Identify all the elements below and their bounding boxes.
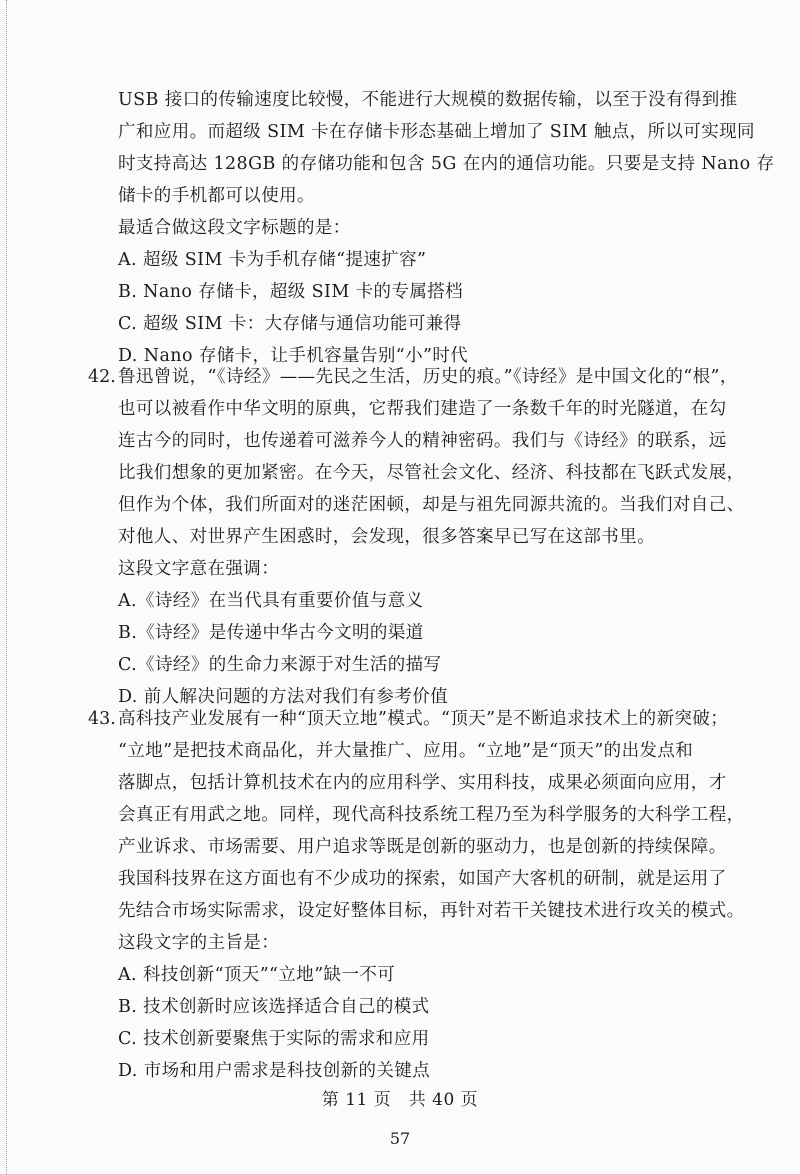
option-d: D. 市场和用户需求是科技创新的关键点: [118, 1061, 431, 1081]
passage-line: 连古今的同时，也传递着可滋养今人的精神密码。我们与《诗经》的联系，远: [118, 431, 727, 451]
page-label: 第 11 页 共 40 页: [321, 1090, 479, 1110]
option-d: D. Nano 存储卡，让手机容量告别“小”时代: [118, 346, 469, 366]
option-c: C. 技术创新要聚焦于实际的需求和应用: [118, 1029, 430, 1049]
option-b: B.《诗经》是传递中华古今文明的渠道: [118, 623, 424, 643]
passage-line: 产业诉求、市场需要、用户追求等既是创新的驱动力，也是创新的持续保障。: [118, 837, 727, 857]
passage-line: 高科技产业发展有一种“顶天立地”模式。“顶天”是不断追求技术上的新突破；: [118, 709, 729, 729]
passage-line: “立地”是把技术商品化，并大量推广、应用。“立地”是“顶天”的出发点和: [118, 741, 694, 761]
option-b: B. Nano 存储卡，超级 SIM 卡的专属搭档: [118, 282, 464, 302]
passage-line: 比我们想象的更加紧密。在今天，尽管社会文化、经济、科技都在飞跃式发展，: [118, 463, 745, 483]
passage-line: 但作为个体，我们所面对的迷茫困顿，却是与祖先同源共流的。当我们对自己、: [118, 495, 745, 515]
question-number: 42.: [88, 367, 116, 387]
question-prompt: 这段文字意在强调：: [118, 559, 280, 579]
option-d: D. 前人解决问题的方法对我们有参考价值: [118, 687, 449, 707]
passage-line: USB 接口的传输速度比较慢，不能进行大规模的数据传输，以至于没有得到推: [118, 90, 738, 110]
passage-line: 对他人、对世界产生困惑时，会发现，很多答案早已写在这部书里。: [118, 527, 655, 547]
question-prompt: 最适合做这段文字标题的是：: [118, 218, 351, 238]
option-c: C.《诗经》的生命力来源于对生活的描写: [118, 655, 442, 675]
option-b: B. 技术创新时应该选择适合自己的模式: [118, 997, 430, 1017]
passage-line: 时支持高达 128GB 的存储功能和包含 5G 在内的通信功能。只要是支持 Nano 存: [118, 154, 775, 174]
question-prompt: 这段文字的主旨是：: [118, 933, 280, 953]
option-a: A. 科技创新“顶天”“立地”缺一不可: [118, 965, 396, 985]
passage-line: 落脚点，包括计算机技术在内的应用科学、实用科技，成果必须面向应用，才: [118, 773, 727, 793]
passage-line: 会真正有用武之地。同样，现代高科技系统工程乃至为科学服务的大科学工程，: [118, 805, 745, 825]
page-number: 57: [389, 1129, 411, 1148]
option-a: A. 超级 SIM 卡为手机存储“提速扩容”: [118, 250, 427, 270]
question-number: 43.: [88, 709, 116, 729]
option-c: C. 超级 SIM 卡：大存储与通信功能可兼得: [118, 314, 462, 334]
passage-line: 先结合市场实际需求，设定好整体目标，再针对若干关键技术进行攻关的模式。: [118, 901, 745, 921]
passage-line: 鲁迅曾说，“《诗经》——先民之生活，历史的痕。”《诗经》是中国文化的“根”，: [118, 367, 738, 387]
passage-line: 也可以被看作中华文明的原典，它帮我们建造了一条数千年的时光隧道，在勾: [118, 399, 727, 419]
passage-line: 储卡的手机都可以使用。: [118, 186, 315, 206]
passage-line: 广和应用。而超级 SIM 卡在存储卡形态基础上增加了 SIM 触点，所以可实现同: [118, 122, 755, 142]
option-a: A.《诗经》在当代具有重要价值与意义: [118, 591, 424, 611]
passage-line: 我国科技界在这方面也有不少成功的探索，如国产大客机的研制，就是运用了: [118, 869, 727, 889]
